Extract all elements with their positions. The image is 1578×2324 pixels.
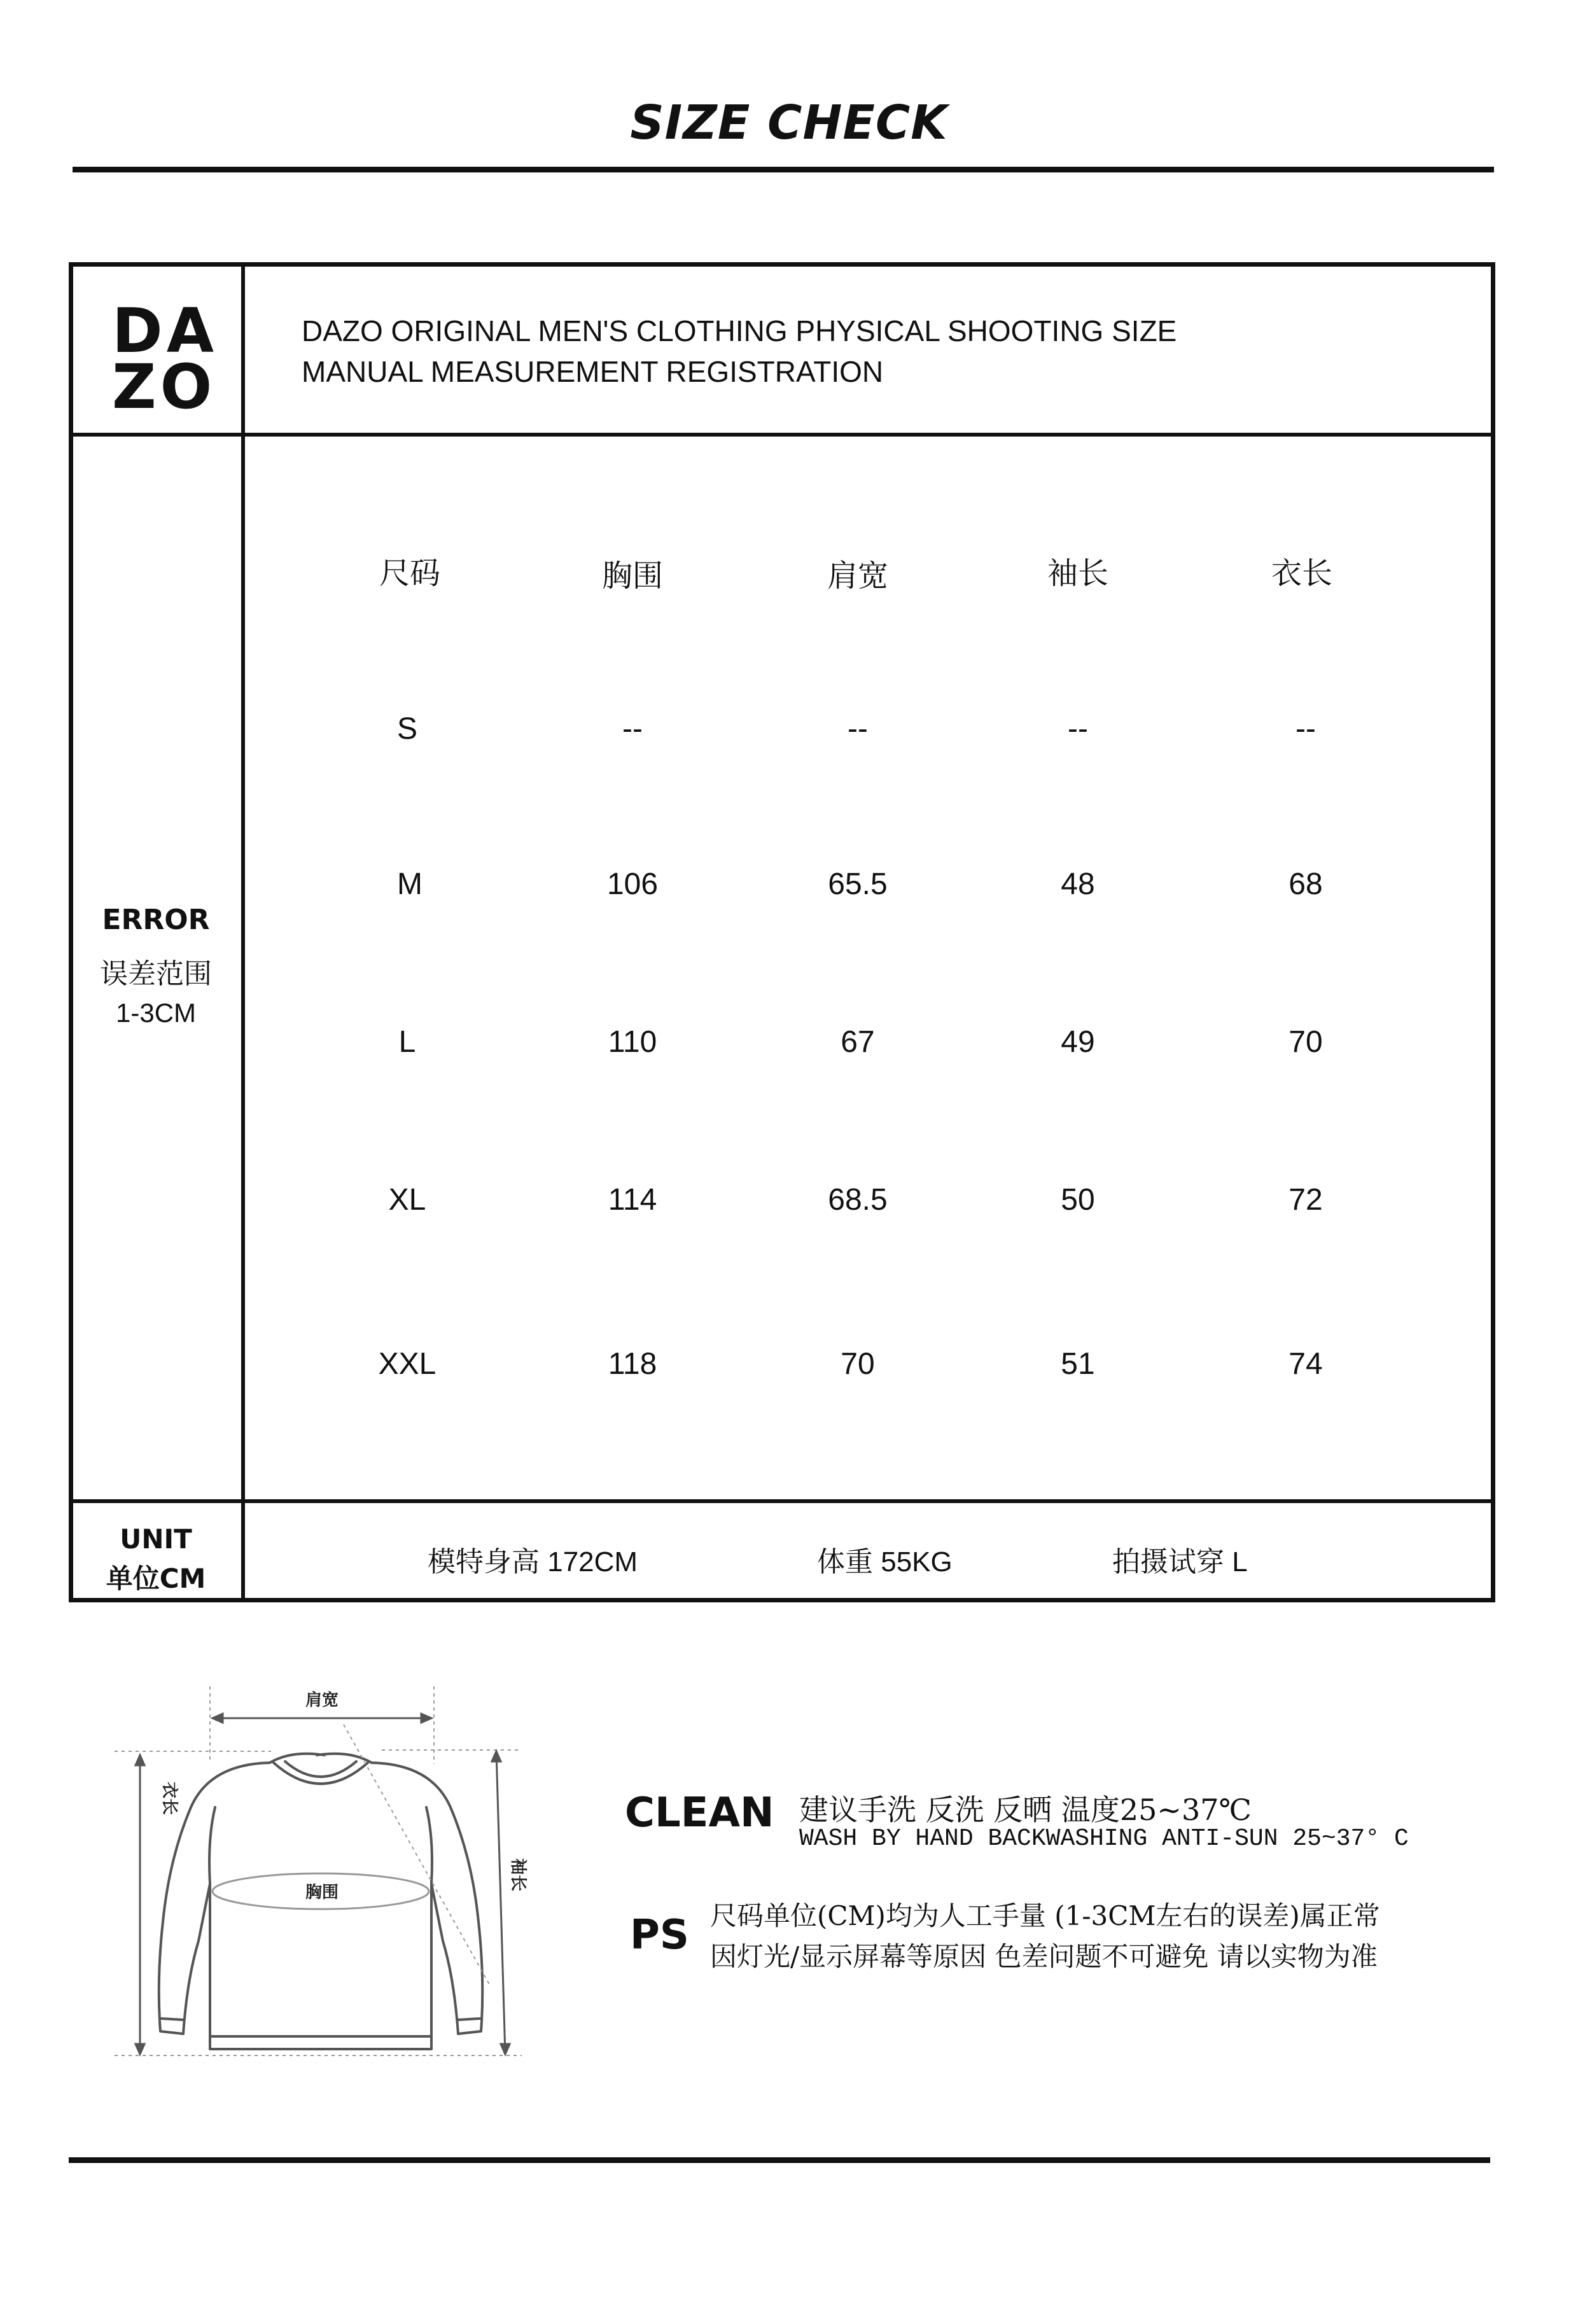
- error-label-cn: 误差范围: [100, 958, 212, 990]
- ps-note-line-2: 因灯光/显示屏幕等原因 色差问题不可避免 请以实物为准: [710, 1941, 1378, 1972]
- size-table-frame: [69, 262, 1495, 1602]
- diagram-label-length: 衣长: [160, 1782, 179, 1816]
- title-underline: [73, 167, 1494, 172]
- table-cell: M: [397, 867, 422, 901]
- clean-heading: CLEAN: [625, 1789, 774, 1837]
- table-cell: 70: [841, 1347, 875, 1381]
- dazo-logo: [112, 295, 218, 423]
- logo-line-1: DA: [112, 295, 218, 367]
- table-cell: 65.5: [828, 867, 888, 901]
- logo-line-2: ZO: [112, 351, 216, 423]
- unit-label: UNIT: [120, 1523, 192, 1555]
- footer-divider: [69, 1499, 1495, 1503]
- table-cell: --: [622, 712, 643, 746]
- column-header-size: 尺码: [379, 556, 440, 591]
- collar-inner: [285, 1761, 356, 1777]
- table-cell: --: [1295, 712, 1316, 746]
- bottom-rule: [69, 2157, 1490, 2163]
- unit-label-cn: 单位CM: [106, 1563, 206, 1594]
- table-cell: 68.5: [828, 1183, 888, 1217]
- column-header-sleeve: 袖长: [1047, 556, 1108, 591]
- column-header-shoulder: 肩宽: [827, 558, 888, 594]
- table-cell: 51: [1061, 1347, 1095, 1381]
- table-cell: 110: [608, 1025, 657, 1059]
- clean-instructions-en: WASH BY HAND BACKWASHING ANTI-SUN 25~37° C: [799, 1825, 1409, 1852]
- page-title: SIZE CHECK: [630, 95, 948, 150]
- column-header-chest: 胸围: [601, 558, 663, 594]
- table-cell: 67: [841, 1025, 875, 1059]
- error-range: 1-3CM: [115, 998, 197, 1028]
- table-cell: 118: [608, 1347, 657, 1381]
- table-cell: 72: [1288, 1183, 1323, 1217]
- table-cell: --: [848, 712, 868, 746]
- table-cell: 106: [606, 867, 659, 901]
- ps-note-line-1: 尺码单位(CM)均为人工手量 (1-3CM左右的误差)属正常: [710, 1900, 1380, 1931]
- header-line-1: DAZO ORIGINAL MEN'S CLOTHING PHYSICAL SHOOTING SIZE: [302, 314, 1177, 347]
- column-header-length: 衣长: [1271, 556, 1332, 591]
- diagram-label-shoulder: 肩宽: [305, 1691, 339, 1710]
- table-cell: S: [396, 712, 417, 746]
- table-cell: 49: [1061, 1025, 1095, 1059]
- model-weight: 体重 55KG: [817, 1546, 953, 1578]
- model-height: 模特身高 172CM: [428, 1546, 638, 1578]
- table-cell: L: [398, 1025, 416, 1059]
- table-header-text: [302, 311, 1177, 392]
- table-cell: 70: [1288, 1025, 1323, 1059]
- table-cell: XXL: [378, 1347, 436, 1381]
- table-cell: 114: [608, 1183, 657, 1217]
- table-cell: XL: [388, 1183, 426, 1217]
- table-cell: --: [1068, 712, 1088, 746]
- table-cell: 50: [1061, 1183, 1095, 1217]
- model-fitting-size: 拍摄试穿 L: [1112, 1546, 1248, 1578]
- header-line-2: MANUAL MEASUREMENT REGISTRATION: [302, 355, 884, 388]
- diagram-label-sleeve: 袖长: [508, 1858, 527, 1892]
- diagram-label-chest: 胸围: [305, 1883, 339, 1902]
- sleeve-seams: [209, 1807, 432, 1884]
- error-label: ERROR: [102, 904, 210, 936]
- ps-heading: PS: [630, 1912, 689, 1959]
- clean-instructions-cn: 建议手洗 反洗 反晒 温度25~37℃: [799, 1793, 1252, 1827]
- collar-outer: [274, 1763, 368, 1784]
- table-cell: 48: [1061, 867, 1095, 901]
- table-cell: 74: [1288, 1347, 1323, 1381]
- header-divider: [69, 433, 1495, 437]
- table-cell: 68: [1288, 867, 1323, 901]
- garment-measurement-diagram: [115, 1680, 573, 2075]
